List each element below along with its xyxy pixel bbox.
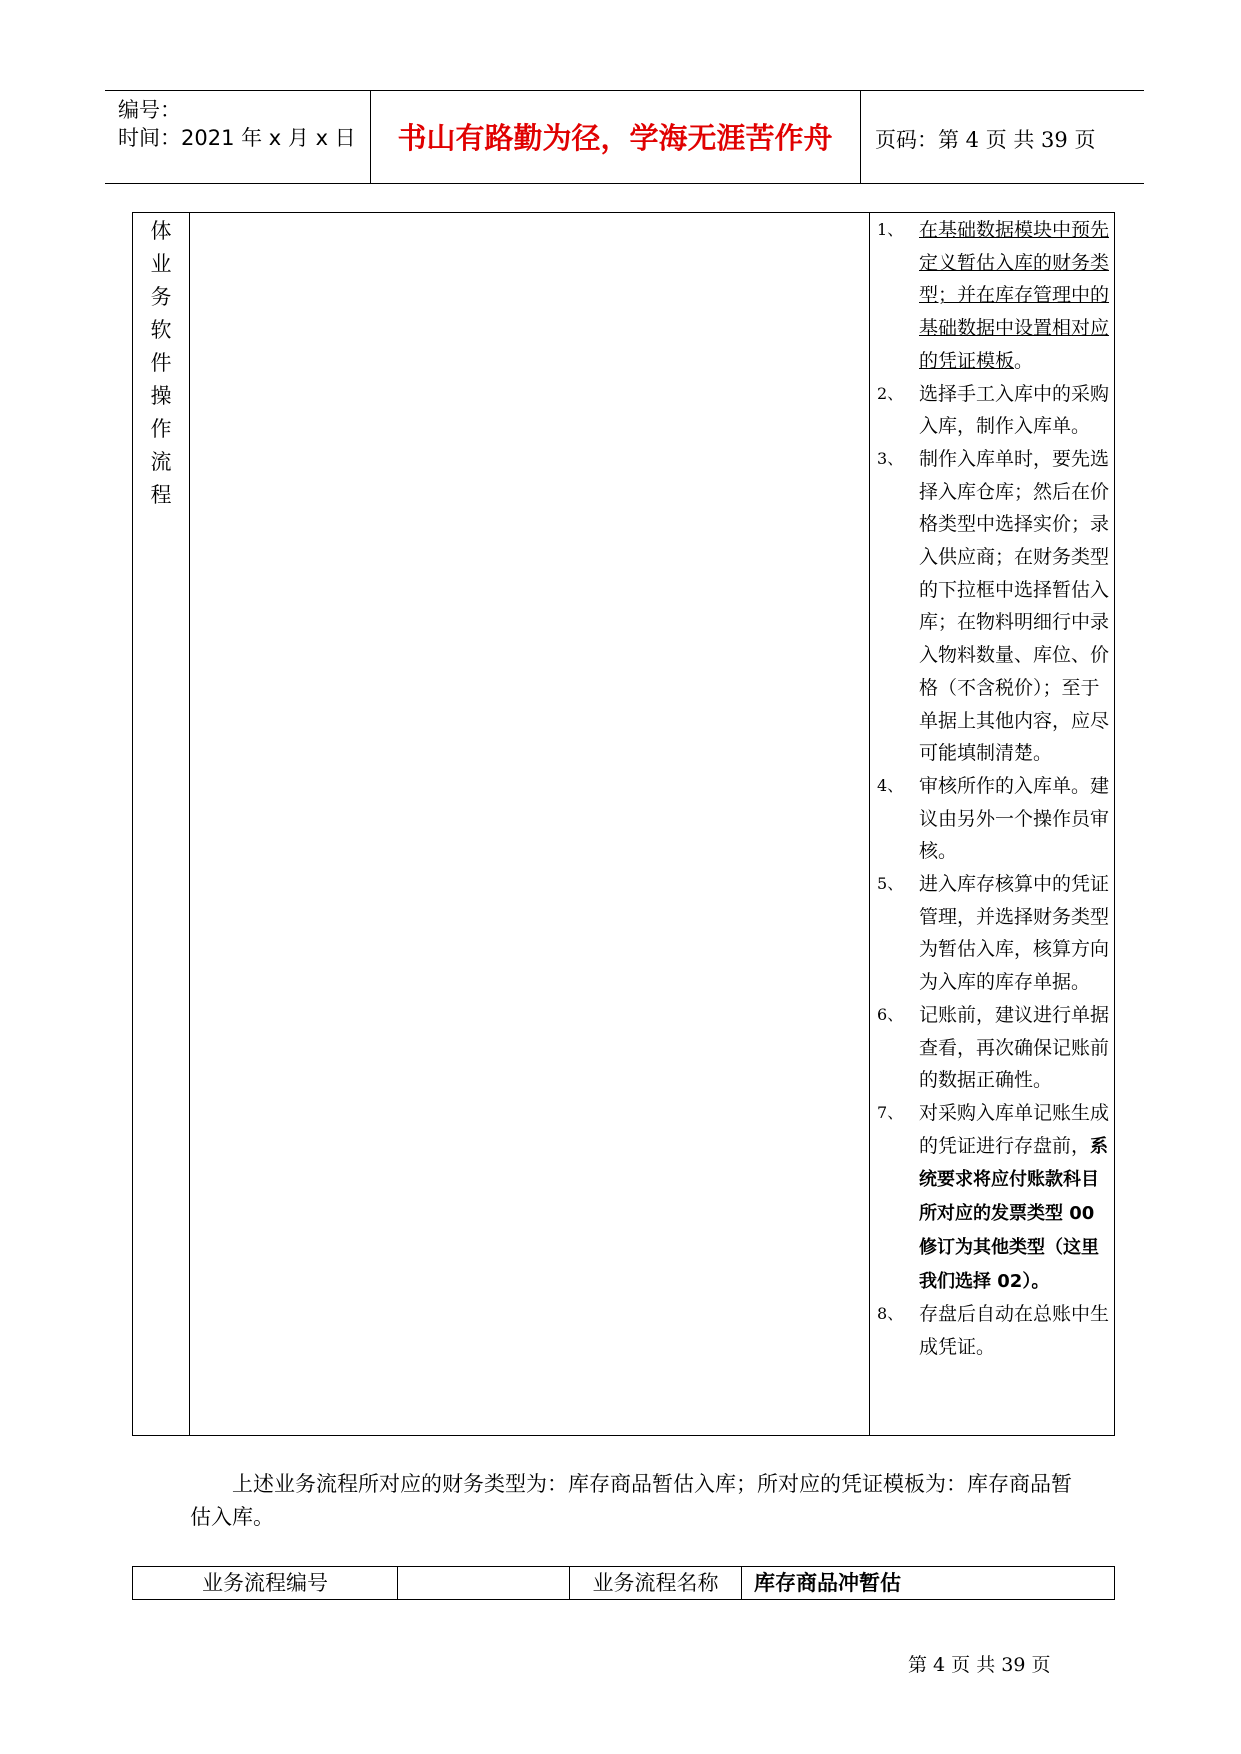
side-label	[133, 215, 189, 512]
table-col-divider-2	[869, 212, 870, 1436]
step-text: 对采购入库单记账生成的凭证进行存盘前，	[919, 1101, 1110, 1157]
step-item	[873, 214, 1113, 378]
step-text: 在基础数据模块中预先定义暂估入库的财务类型；并在库存管理中的基础数据中设置相对应的凭证模板	[919, 219, 1110, 372]
header-page-info: 页码：第 4 页 共 39 页	[875, 128, 1096, 152]
step-item	[873, 443, 1113, 770]
side-label-char: 软	[150, 318, 172, 342]
step-item	[873, 378, 1113, 443]
operation-steps-list	[873, 214, 1113, 1364]
step-text: 存盘后自动在总账中生成凭证。	[919, 1303, 1110, 1358]
step-text: 进入库存核算中的凭证管理，并选择财务类型为暂估入库，核算方向为入库的库存单据。	[919, 873, 1110, 994]
step-text: 制作入库单时，要先选择入库仓库；然后在价格类型中选择实价；录入供应商；在财务类型的下拉框中选择暂估入库；在物料明细行中录入物料数量、库位、价格（不含税价）；至于单据上其他内容，应尽可能填制清楚。	[919, 447, 1110, 765]
process-number-label: 业务流程编号	[202, 1571, 328, 1595]
step-number: 6 、	[877, 999, 903, 1032]
step-number: 4 、	[877, 770, 903, 803]
side-label-char: 作	[150, 417, 172, 441]
header-divider-right	[860, 90, 861, 184]
step-number: 2 、	[877, 378, 903, 411]
step-number: 8 、	[877, 1298, 903, 1331]
side-label-char: 务	[150, 285, 172, 309]
step-text: 系统要求将应付账款科目所对应的发票类型 00 修订为其他类型（这里我们选择 02）。	[919, 1135, 1109, 1292]
process-name-value: 库存商品冲暂估	[741, 1567, 1114, 1599]
step-item	[873, 868, 1113, 999]
header-top-rule	[105, 90, 1144, 91]
step-number: 7 、	[877, 1097, 903, 1130]
step-item	[873, 1097, 1113, 1298]
process-name-label: 业务流程名称	[569, 1567, 741, 1599]
step-item	[873, 1298, 1113, 1363]
step-number: 5 、	[877, 868, 903, 901]
step-text: 。	[1014, 349, 1034, 372]
header-time-label: 时间：2021 年 x 月 x 日	[118, 126, 356, 150]
header-bottom-rule	[105, 183, 1144, 184]
summary-paragraph: 上述业务流程所对应的财务类型为：库存商品暂估入库；所对应的凭证模板为：库存商品暂估入库。	[190, 1472, 1072, 1529]
step-number: 3 、	[877, 443, 903, 476]
step-item	[873, 770, 1113, 868]
header-number-label: 编号：	[118, 98, 181, 122]
side-label-char: 操	[150, 384, 172, 408]
step-number: 1 、	[877, 214, 903, 247]
step-text: 审核所作的入库单。建议由另外一个操作员审核。	[919, 774, 1110, 863]
step-text: 选择手工入库中的采购入库，制作入库单。	[919, 382, 1110, 438]
side-label-char: 流	[150, 450, 172, 474]
page-footer: 第 4 页 共 39 页	[908, 1654, 1051, 1676]
step-text: 记账前，建议进行单据查看，再次确保记账前的数据正确性。	[919, 1003, 1110, 1092]
process-info-table	[132, 1566, 1115, 1600]
side-label-char: 体	[150, 219, 172, 243]
side-label-char: 业	[150, 252, 172, 276]
side-label-char: 件	[150, 351, 172, 375]
header-motto: 书山有路勤为径，学海无涯苦作舟	[397, 121, 833, 155]
side-label-char: 程	[150, 483, 172, 507]
step-item	[873, 999, 1113, 1097]
process-number-value	[397, 1567, 569, 1599]
table-col-divider-1	[189, 212, 190, 1436]
